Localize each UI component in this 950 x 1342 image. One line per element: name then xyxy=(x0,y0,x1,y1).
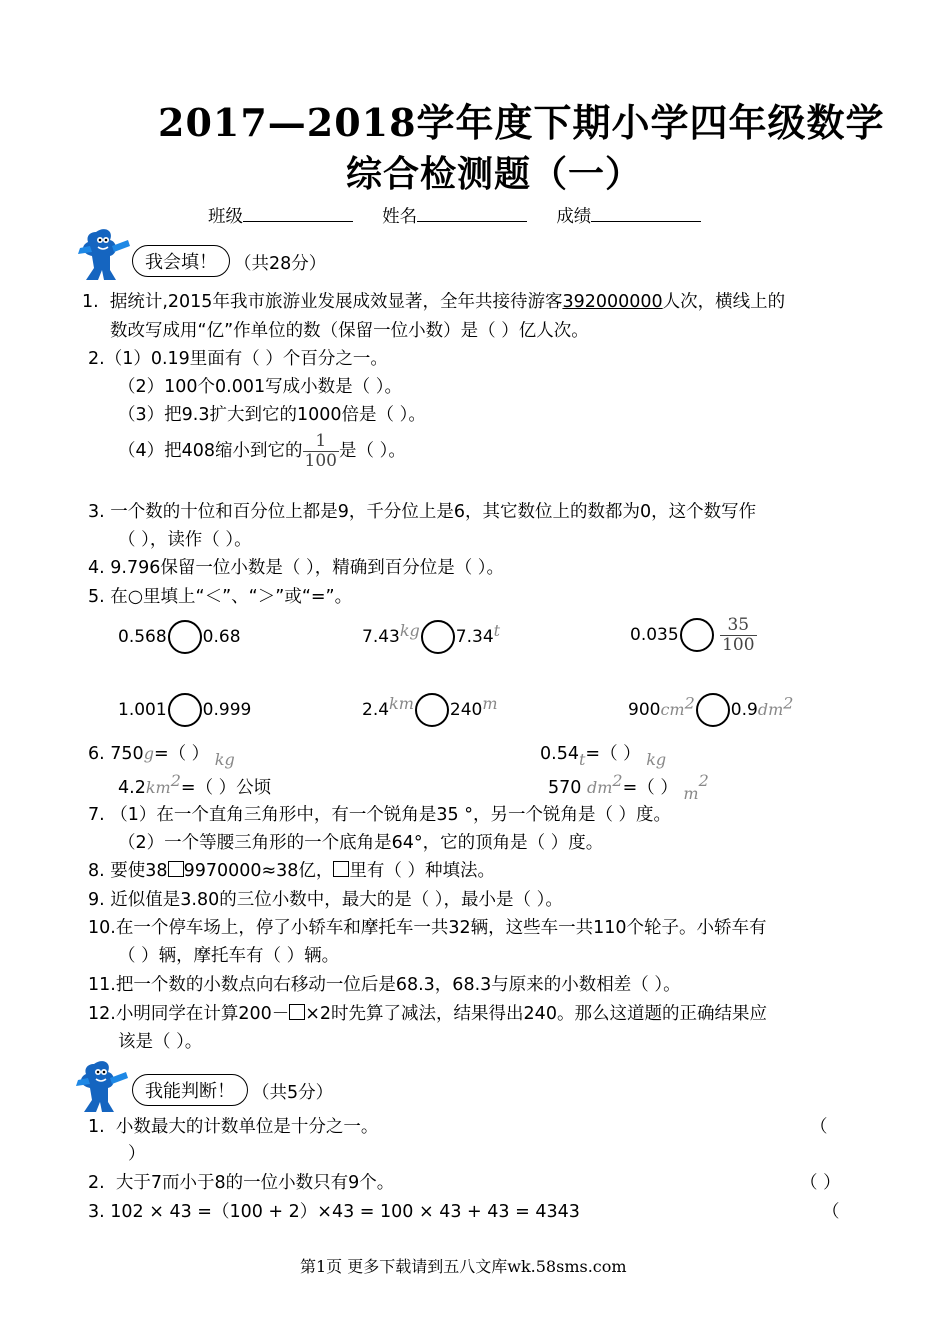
q5-fraction: $\frac{35}{100}$ xyxy=(722,615,755,655)
q5-r1-item3: 0.035 $\frac{35}{100}$ xyxy=(630,615,755,655)
j3-paren[interactable]: （ xyxy=(822,1202,840,1222)
q1-underlined-number: 392000000 xyxy=(562,292,663,312)
page-footer: 第1页 更多下载请到五八文库wk.58sms.com xyxy=(300,1257,627,1276)
q10-line2: （ ）辆，摩托车有（ ）辆。 xyxy=(118,946,340,966)
q11: 11.把一个数的小数点向右移动一位后是68.3，68.3与原来的小数相差（ ）。 xyxy=(88,975,681,995)
q3-line2: （ ），读作（ ）。 xyxy=(118,530,252,550)
q12-line1: 12.小明同学在计算200－ ×2时先算了减法，结果得出240。那么这道题的正确结果应 xyxy=(88,1004,767,1024)
q2-part4: （4）把408缩小到它的 $\frac{1}{100}$ 是（ ）。 xyxy=(118,431,406,471)
compare-circle[interactable] xyxy=(680,618,714,652)
q6-a: 6. 750g=（ ） kg xyxy=(88,744,235,769)
compare-circle[interactable] xyxy=(168,620,202,654)
blank-square xyxy=(168,861,184,877)
j3: 3. 102 × 43 =（100 + 2）×43 = 100 × 43 + 43 = 4343 xyxy=(88,1202,580,1222)
blank-square xyxy=(333,861,349,877)
blank-square xyxy=(289,1004,305,1020)
q5-r1-item2: 7.43kg 7.34t xyxy=(362,620,500,654)
mascot-icon xyxy=(74,226,134,284)
q2-part2: （2）100个0.001写成小数是（ ）。 xyxy=(118,377,402,397)
j1-paren-close: ） xyxy=(128,1144,146,1164)
q1-line1: 1. 据统计,2015年我市旅游业发展成效显著，全年共接待游客392000000人次，横线上的 xyxy=(82,292,786,312)
section2-points: （共5分） xyxy=(252,1083,334,1103)
compare-circle[interactable] xyxy=(415,693,449,727)
q6-c: $4.2km^2=$（ ）公顷 xyxy=(118,771,272,798)
page-subtitle: 综合检测题（一） xyxy=(346,153,643,195)
compare-circle[interactable] xyxy=(696,693,730,727)
page-title: 2017—2018学年度下期小学四年级数学 xyxy=(158,100,885,145)
mascot-icon xyxy=(72,1058,132,1116)
q2-part1: 2.（1）0.19里面有（ ）个百分之一。 xyxy=(88,349,388,369)
class-label: 班级 xyxy=(208,207,243,227)
q7-part1: 7. （1）在一个直角三角形中，有一个锐角是35 °，另一个锐角是（ ）度。 xyxy=(88,805,672,825)
j2: 2. 大于7而小于8的一位小数只有9个。 xyxy=(88,1173,395,1193)
name-label: 姓名 xyxy=(382,207,418,227)
q5-r1-item1: 0.568 0.68 xyxy=(118,620,241,654)
q10-line1: 10.在一个停车场上，停了小轿车和摩托车一共32辆，这些车一共110个轮子。小轿车有 xyxy=(88,918,767,938)
q5-r2-item3: $900cm^2$ $0.9dm^2$ xyxy=(628,693,793,727)
j1-paren-open[interactable]: （ xyxy=(810,1117,828,1137)
q9: 9. 近似值是3.80的三位小数中，最大的是（ ），最小是（ ）。 xyxy=(88,890,563,910)
q2-part3: （3）把9.3扩大到它的1000倍是（ ）。 xyxy=(118,405,426,425)
name-field[interactable] xyxy=(417,221,527,222)
q6-d: 570 $dm^2=$（ ） $m^2$ xyxy=(548,771,709,803)
q8: 8. 要使38 9970000≈38亿， 里有（ ）种填法。 xyxy=(88,861,495,881)
q2-fraction: $\frac{1}{100}$ xyxy=(304,431,337,471)
q5-r2-item1: 1.001 0.999 xyxy=(118,693,251,727)
compare-circle[interactable] xyxy=(168,693,202,727)
score-field[interactable] xyxy=(591,221,701,222)
header-fields xyxy=(208,203,701,228)
q1-line2: 数改写成用“亿”作单位的数（保留一位小数）是（ ）亿人次。 xyxy=(110,321,589,341)
section1-bubble: 我会填！ xyxy=(132,245,230,277)
q5-r2-item2: 2.4km 240m xyxy=(362,693,498,727)
compare-circle[interactable] xyxy=(421,620,455,654)
q7-part2: （2）一个等腰三角形的一个底角是64°，它的顶角是（ ）度。 xyxy=(118,833,604,853)
score-label: 成绩 xyxy=(556,207,592,227)
q4: 4. 9.796保留一位小数是（ ），精确到百分位是（ ）。 xyxy=(88,558,505,578)
section2-bubble: 我能判断！ xyxy=(132,1074,248,1106)
section1-points: （共28分） xyxy=(234,254,327,274)
j2-paren[interactable]: （ ） xyxy=(800,1173,841,1193)
class-field[interactable] xyxy=(243,221,353,222)
q3-line1: 3. 一个数的十位和百分位上都是9，千分位上是6，其它数位上的数都为0，这个数写作 xyxy=(88,502,757,522)
q6-b: 0.54t=（ ） kg xyxy=(540,744,667,769)
q5: 5. 在○里填上“＜”、“＞”或“=”。 xyxy=(88,587,353,607)
j1: 1. 小数最大的计数单位是十分之一。 xyxy=(88,1117,379,1137)
q12-line2: 该是（ ）。 xyxy=(118,1032,203,1052)
